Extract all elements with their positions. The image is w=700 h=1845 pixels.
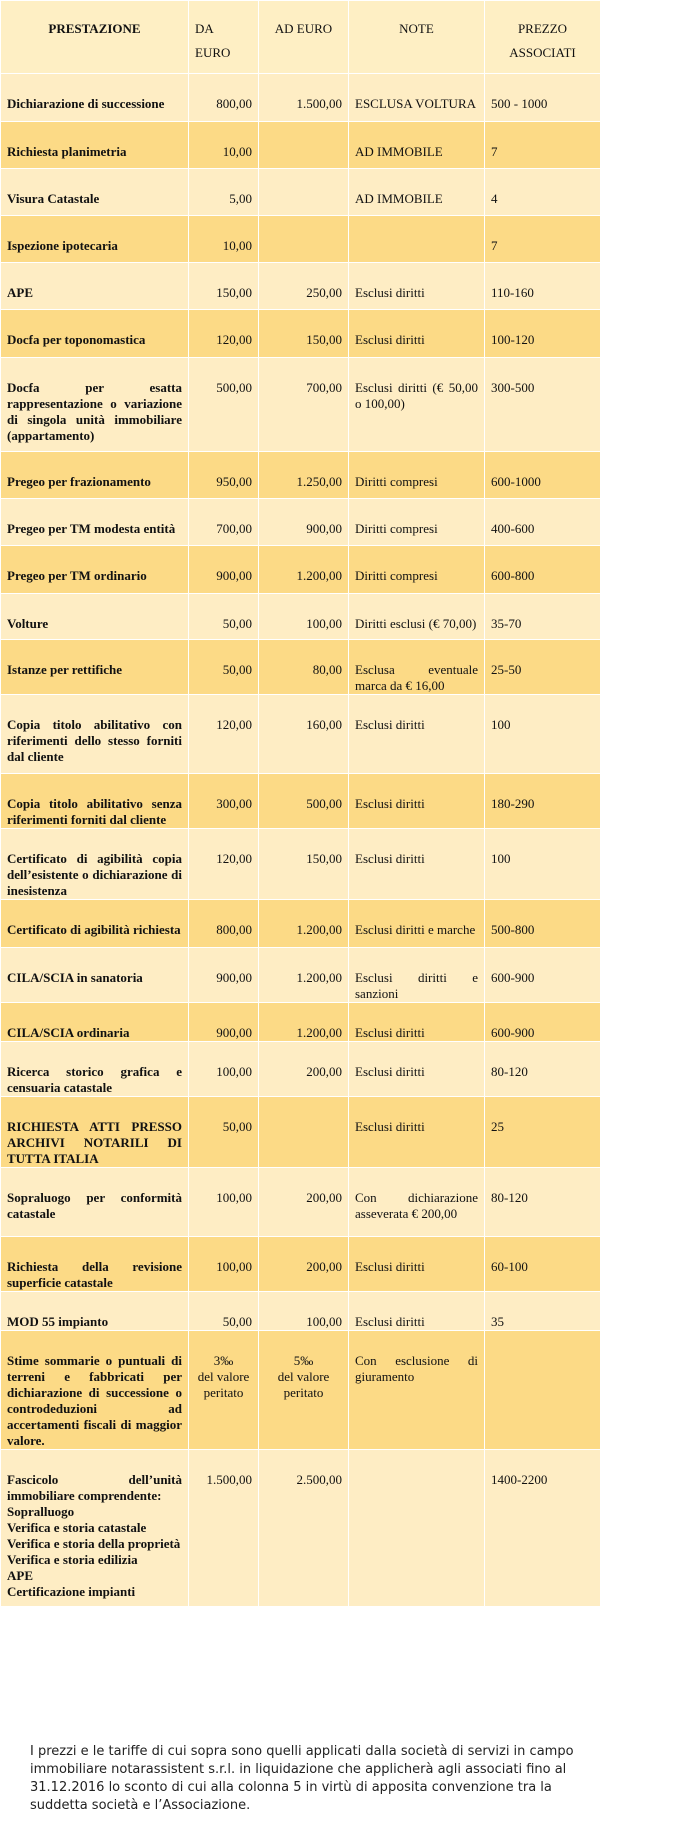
cell-da-euro-value: 950,00 (216, 474, 252, 489)
prestazione-text: Certificato di agibilità richiesta (7, 922, 181, 937)
prestazione-text: Certificato di agibilità copia dell’esistente o dichiarazione di inesistenza (7, 851, 182, 898)
prestazione-text: CILA/SCIA in sanatoria (7, 970, 143, 985)
cell-prestazione (1, 310, 189, 358)
cell-prestazione (1, 1237, 189, 1292)
cell-note (349, 1450, 485, 1607)
cell-da-euro-value: 700,00 (216, 521, 252, 536)
cell-da-euro-value: 150,00 (216, 285, 252, 300)
table-row (1, 546, 601, 594)
cell-da-euro-value: 120,00 (216, 717, 252, 732)
cell-ad-euro-value: 200,00 (306, 1064, 342, 1079)
table-row (1, 1237, 601, 1292)
header-prezzo-associati (485, 1, 601, 74)
prestazione-subitem: Certificazione impianti (7, 1584, 136, 1599)
cell-ad-euro-value: 500,00 (306, 796, 342, 811)
cell-da-euro (189, 948, 259, 1003)
prestazione-text: Copia titolo abilitativo senza riferimenti forniti dal cliente (7, 796, 182, 827)
cell-da-euro-value: 900,00 (216, 568, 252, 583)
cell-da-euro (189, 1237, 259, 1292)
cell-ad-euro-value: 250,00 (306, 285, 342, 300)
table-row (1, 900, 601, 948)
header-associati-label: ASSOCIATI (509, 45, 576, 60)
table-row (1, 695, 601, 774)
cell-note: Esclusi diritti (349, 1237, 485, 1292)
prestazione-text: Ricerca storico grafica e censuaria catastale (7, 1064, 182, 1095)
table-row (1, 452, 601, 499)
prestazione-text: Pregeo per TM ordinario (7, 568, 147, 583)
cell-da-euro (189, 546, 259, 594)
cell-ad-euro-value: 1.250,00 (296, 474, 342, 489)
cell-da-euro-value: 50,00 (222, 616, 252, 631)
cell-note: Esclusi diritti (349, 1042, 485, 1097)
cell-da-euro-value: 3‰ (213, 1353, 234, 1368)
cell-da-euro-value: 800,00 (216, 922, 252, 937)
cell-da-euro (189, 263, 259, 310)
prestazione-subitem: Verifica e storia della proprietà (7, 1536, 181, 1551)
cell-note: Esclusi diritti (349, 695, 485, 774)
table-row (1, 216, 601, 263)
cell-ad-euro-value: 1.200,00 (296, 568, 342, 583)
cell-ad-euro (259, 358, 349, 452)
cell-prezzo-associati: 60-100 (485, 1237, 601, 1292)
cell-prestazione (1, 594, 189, 640)
cell-ad-euro-value: 80,00 (312, 662, 342, 677)
table-row (1, 358, 601, 452)
cell-da-euro-value: 50,00 (222, 1119, 252, 1134)
cell-prestazione (1, 1003, 189, 1042)
prestazione-text: APE (7, 285, 33, 300)
cell-note: Diritti compresi (349, 452, 485, 499)
cell-da-euro-value: 800,00 (216, 96, 252, 111)
cell-da-euro (189, 594, 259, 640)
cell-prezzo-associati: 600-900 (485, 1003, 601, 1042)
footer-note: I prezzi e le tariffe di cui sopra sono quelli applicati dalla società di servizi in campo immobiliare notarassistent s.r.l. in liquidazione che applicherà agli associati fino al 31.12.2016 lo sconto di cui alla colonna 5 in virtù di apposita convenzione tra la suddetta società e l’Associazione. (30, 1744, 574, 1813)
cell-da-euro-value: 1.500,00 (206, 1472, 252, 1487)
cell-prezzo-associati: 7 (485, 216, 601, 263)
cell-note: Esclusa eventuale marca da € 16,00 (349, 640, 485, 695)
prestazione-subitem: Verifica e storia edilizia (7, 1552, 138, 1567)
prestazione-text: Docfa per esatta rappresentazione o variazione di singola unità immobiliare (appartamento) (7, 380, 182, 443)
cell-da-euro (189, 74, 259, 122)
table-row (1, 948, 601, 1003)
cell-prestazione (1, 1450, 189, 1607)
cell-da-euro (189, 122, 259, 169)
cell-ad-euro (259, 122, 349, 169)
cell-prestazione (1, 640, 189, 695)
cell-prestazione (1, 1292, 189, 1331)
cell-ad-euro-value: 1.200,00 (296, 922, 342, 937)
cell-prezzo-associati: 300-500 (485, 358, 601, 452)
cell-ad-euro-value: 100,00 (306, 616, 342, 631)
table-row (1, 122, 601, 169)
cell-da-euro (189, 1097, 259, 1168)
cell-prestazione (1, 169, 189, 216)
cell-ad-euro-value: 5‰ (293, 1353, 314, 1368)
cell-prezzo-associati (485, 1331, 601, 1450)
table-row (1, 640, 601, 695)
cell-note: Esclusi diritti (349, 263, 485, 310)
cell-ad-euro (259, 640, 349, 695)
cell-prezzo-associati: 600-900 (485, 948, 601, 1003)
cell-prezzo-associati: 500 - 1000 (485, 74, 601, 122)
cell-prestazione (1, 74, 189, 122)
cell-prezzo-associati: 7 (485, 122, 601, 169)
cell-ad-euro (259, 499, 349, 546)
cell-note: AD IMMOBILE (349, 169, 485, 216)
cell-da-euro-value: 120,00 (216, 851, 252, 866)
cell-prestazione (1, 452, 189, 499)
prestazione-text: Dichiarazione di successione (7, 96, 165, 111)
cell-prestazione (1, 358, 189, 452)
prestazione-subitem: Verifica e storia catastale (7, 1520, 147, 1535)
cell-da-euro (189, 640, 259, 695)
cell-da-euro (189, 499, 259, 546)
cell-da-euro (189, 452, 259, 499)
cell-prestazione (1, 216, 189, 263)
table-body (1, 74, 601, 1607)
cell-da-euro (189, 829, 259, 900)
prestazione-text: Pregeo per frazionamento (7, 474, 151, 489)
cell-prestazione (1, 263, 189, 310)
cell-ad-euro-value: 1.500,00 (296, 96, 342, 111)
prestazione-text: RICHIESTA ATTI PRESSO ARCHIVI NOTARILI DI TUTTA ITALIA (7, 1119, 182, 1166)
cell-ad-euro-value: 100,00 (306, 1314, 342, 1329)
cell-ad-euro (259, 1003, 349, 1042)
cell-da-euro-value: 100,00 (216, 1064, 252, 1079)
cell-ad-euro (259, 948, 349, 1003)
cell-ad-euro (259, 1097, 349, 1168)
table-row (1, 169, 601, 216)
cell-da-euro (189, 1450, 259, 1607)
cell-note: Esclusi diritti e marche (349, 900, 485, 948)
prestazione-subitem: APE (7, 1568, 33, 1583)
cell-note: Esclusi diritti (349, 774, 485, 829)
cell-prezzo-associati: 400-600 (485, 499, 601, 546)
cell-da-euro-value: 50,00 (222, 662, 252, 677)
cell-note: Esclusi diritti e sanzioni (349, 948, 485, 1003)
table-row (1, 1292, 601, 1331)
cell-ad-euro (259, 169, 349, 216)
header-euro-label: EURO (195, 45, 231, 60)
cell-prezzo-associati: 1400-2200 (485, 1450, 601, 1607)
cell-prestazione (1, 546, 189, 594)
table-row (1, 74, 601, 122)
header-da-label: DA (195, 21, 214, 36)
cell-ad-euro (259, 74, 349, 122)
prestazione-text: Richiesta della revisione superficie catastale (7, 1259, 182, 1290)
cell-da-euro-value: 900,00 (216, 1025, 252, 1040)
cell-prezzo-associati: 600-800 (485, 546, 601, 594)
prestazione-text: Richiesta planimetria (7, 144, 127, 159)
cell-da-euro (189, 358, 259, 452)
cell-da-euro-value: 500,00 (216, 380, 252, 395)
cell-ad-euro-value: 200,00 (306, 1259, 342, 1274)
table-row (1, 829, 601, 900)
cell-ad-euro (259, 695, 349, 774)
cell-da-euro (189, 774, 259, 829)
cell-prezzo-associati: 80-120 (485, 1168, 601, 1237)
cell-da-euro-value: 120,00 (216, 332, 252, 347)
cell-ad-euro-value: 200,00 (306, 1190, 342, 1205)
cell-da-euro (189, 1042, 259, 1097)
table-row (1, 594, 601, 640)
header-prezzo-label: PREZZO (517, 21, 568, 36)
cell-note: Esclusi diritti (€ 50,00 o 100,00) (349, 358, 485, 452)
cell-prestazione (1, 774, 189, 829)
cell-da-euro-value: 10,00 (222, 144, 252, 159)
cell-prestazione (1, 1042, 189, 1097)
cell-prestazione (1, 948, 189, 1003)
header-prestazione: PRESTAZIONE (1, 1, 189, 74)
prestazione-text: Sopraluogo per conformità catastale (7, 1190, 182, 1221)
cell-ad-euro (259, 452, 349, 499)
cell-prezzo-associati: 100 (485, 829, 601, 900)
cell-prezzo-associati: 25-50 (485, 640, 601, 695)
cell-ad-euro (259, 1237, 349, 1292)
cell-prezzo-associati: 4 (485, 169, 601, 216)
cell-note (349, 216, 485, 263)
cell-note: Diritti compresi (349, 499, 485, 546)
cell-prestazione (1, 1331, 189, 1450)
cell-ad-euro-value: 700,00 (306, 380, 342, 395)
prestazione-text: Stime sommarie o puntuali di terreni e fabbricati per dichiarazione di successione o controdeduzioni ad accertamenti fiscali di maggior valore. (7, 1353, 182, 1448)
prestazione-text: Fascicolo dell’unità immobiliare comprendente: (7, 1472, 182, 1503)
cell-prezzo-associati: 180-290 (485, 774, 601, 829)
cell-da-euro (189, 1292, 259, 1331)
cell-da-euro (189, 900, 259, 948)
cell-ad-euro-value: 2.500,00 (296, 1472, 342, 1487)
cell-prestazione (1, 829, 189, 900)
cell-prezzo-associati: 100-120 (485, 310, 601, 358)
cell-da-euro (189, 1331, 259, 1450)
cell-note: AD IMMOBILE (349, 122, 485, 169)
prestazione-text: Copia titolo abilitativo con riferimenti dello stesso forniti dal cliente (7, 717, 182, 764)
cell-da-euro-value: 100,00 (216, 1190, 252, 1205)
cell-prezzo-associati: 80-120 (485, 1042, 601, 1097)
cell-ad-euro (259, 546, 349, 594)
cell-prezzo-associati: 600-1000 (485, 452, 601, 499)
cell-ad-euro (259, 1331, 349, 1450)
table-header-row (1, 1, 601, 74)
cell-ad-euro (259, 900, 349, 948)
cell-da-euro-value: 300,00 (216, 796, 252, 811)
cell-da-euro (189, 216, 259, 263)
cell-note: Diritti esclusi (€ 70,00) (349, 594, 485, 640)
cell-note: Diritti compresi (349, 546, 485, 594)
prestazione-text: MOD 55 impianto (7, 1314, 109, 1329)
prestazione-text: Visura Catastale (7, 191, 100, 206)
cell-ad-euro-value: 1.200,00 (296, 1025, 342, 1040)
table-row (1, 1042, 601, 1097)
cell-prezzo-associati: 25 (485, 1097, 601, 1168)
table-row (1, 1168, 601, 1237)
cell-ad-euro (259, 1450, 349, 1607)
table-row (1, 1003, 601, 1042)
cell-prezzo-associati: 500-800 (485, 900, 601, 948)
cell-prezzo-associati: 35-70 (485, 594, 601, 640)
prestazione-text: Pregeo per TM modesta entità (7, 521, 176, 536)
header-ad-euro: AD EURO (259, 1, 349, 74)
cell-note: Esclusi diritti (349, 1097, 485, 1168)
cell-prestazione (1, 499, 189, 546)
cell-prestazione (1, 900, 189, 948)
cell-ad-euro (259, 263, 349, 310)
table-row (1, 263, 601, 310)
prestazione-text: Volture (7, 616, 49, 631)
cell-prestazione (1, 1168, 189, 1237)
cell-ad-euro (259, 216, 349, 263)
cell-da-euro (189, 1168, 259, 1237)
prestazione-text: CILA/SCIA ordinaria (7, 1025, 130, 1040)
prestazione-text: Istanze per rettifiche (7, 662, 123, 677)
cell-prestazione (1, 122, 189, 169)
table-row (1, 310, 601, 358)
prestazione-text: Ispezione ipotecaria (7, 238, 118, 253)
cell-da-euro-value: 900,00 (216, 970, 252, 985)
cell-da-euro (189, 695, 259, 774)
table-row (1, 1450, 601, 1607)
table-row (1, 1097, 601, 1168)
cell-ad-euro (259, 829, 349, 900)
cell-ad-euro (259, 594, 349, 640)
cell-ad-euro-value: 150,00 (306, 332, 342, 347)
cell-prezzo-associati: 35 (485, 1292, 601, 1331)
header-note: NOTE (349, 1, 485, 74)
cell-note: Con dichiarazione asseverata € 200,00 (349, 1168, 485, 1237)
cell-prezzo-associati: 100 (485, 695, 601, 774)
cell-da-euro (189, 169, 259, 216)
cell-prestazione (1, 695, 189, 774)
cell-da-euro-value: 50,00 (222, 1314, 252, 1329)
cell-note: Esclusi diritti (349, 829, 485, 900)
cell-ad-euro (259, 1168, 349, 1237)
cell-prestazione (1, 1097, 189, 1168)
table-row (1, 774, 601, 829)
cell-ad-euro (259, 1042, 349, 1097)
cell-da-euro (189, 1003, 259, 1042)
cell-ad-euro (259, 310, 349, 358)
cell-ad-euro-value: 1.200,00 (296, 970, 342, 985)
prestazione-subitem: Sopralluogo (7, 1504, 75, 1519)
cell-note: ESCLUSA VOLTURA (349, 74, 485, 122)
cell-note: Esclusi diritti (349, 310, 485, 358)
cell-note: Esclusi diritti (349, 1292, 485, 1331)
cell-da-euro-value: 5,00 (229, 191, 252, 206)
cell-da-euro-value: 100,00 (216, 1259, 252, 1274)
cell-ad-euro (259, 774, 349, 829)
cell-ad-euro-subtext: del valore peritato (277, 1369, 330, 1400)
cell-ad-euro (259, 1292, 349, 1331)
cell-da-euro-subtext: del valore peritato (197, 1369, 250, 1400)
cell-da-euro (189, 310, 259, 358)
cell-note: Esclusi diritti (349, 1003, 485, 1042)
cell-ad-euro-value: 900,00 (306, 521, 342, 536)
cell-prezzo-associati: 110-160 (485, 263, 601, 310)
cell-ad-euro-value: 160,00 (306, 717, 342, 732)
cell-ad-euro-value: 150,00 (306, 851, 342, 866)
prestazione-text: Docfa per toponomastica (7, 332, 146, 347)
header-da-euro (189, 1, 259, 74)
table-row (1, 1331, 601, 1450)
cell-da-euro-value: 10,00 (222, 238, 252, 253)
table-row (1, 499, 601, 546)
cell-note: Con esclusione di giuramento (349, 1331, 485, 1450)
